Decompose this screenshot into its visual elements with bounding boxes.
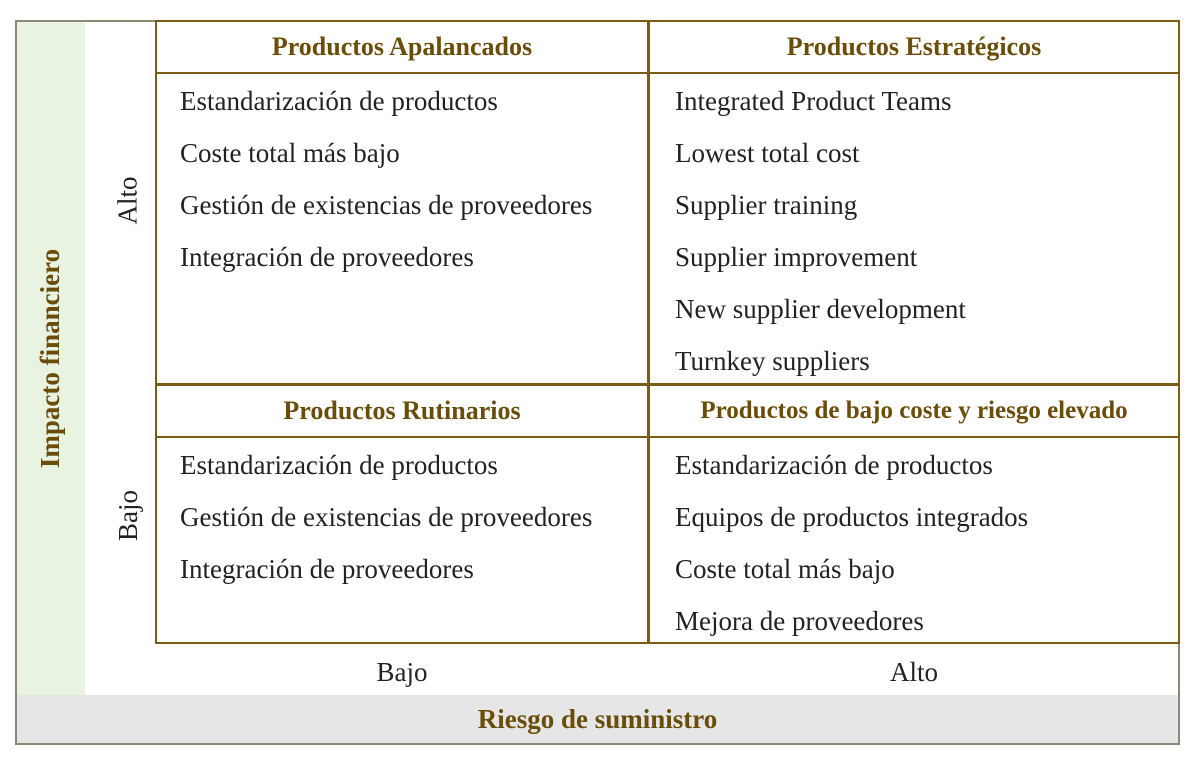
quadrant-header-top-right: Productos Estratégicos <box>786 32 1042 61</box>
x-axis-low-label: Bajo <box>376 657 428 687</box>
x-axis-high-label: Alto <box>889 657 938 687</box>
list-item: Supplier improvement <box>675 242 918 272</box>
quadrant-list-bottom-left <box>180 439 592 595</box>
y-axis-low-label: Bajo <box>112 489 143 541</box>
list-item: New supplier development <box>675 294 966 324</box>
quadrant-header-bottom-right: Productos de bajo coste y riesgo elevado <box>700 397 1128 424</box>
list-item: Lowest total cost <box>675 138 860 168</box>
x-axis-title: Riesgo de suministro <box>477 703 718 734</box>
list-item: Integración de proveedores <box>180 554 474 584</box>
list-item: Coste total más bajo <box>180 138 400 168</box>
list-item: Coste total más bajo <box>675 554 895 584</box>
quadrant-header-bottom-left: Productos Rutinarios <box>283 396 521 425</box>
top-header-underline <box>155 72 1180 74</box>
y-axis-title: Impacto financiero <box>35 248 66 469</box>
quadrant-list-top-right <box>675 75 966 387</box>
list-item: Integrated Product Teams <box>675 86 952 116</box>
list-item: Gestión de existencias de proveedores <box>180 190 593 220</box>
grid-left-line <box>155 20 157 644</box>
list-item: Turnkey suppliers <box>675 346 870 376</box>
quadrant-header-top-left: Productos Apalancados <box>271 32 533 61</box>
center-divider <box>647 20 650 644</box>
quadrant-list-top-left <box>180 75 592 283</box>
list-item: Integración de proveedores <box>180 242 474 272</box>
quadrant-list-bottom-right <box>675 439 1028 647</box>
y-axis-high-label: Alto <box>112 175 143 225</box>
list-item: Supplier training <box>675 190 858 220</box>
grid-right-line <box>1178 20 1180 644</box>
x-axis-band <box>17 695 1178 743</box>
list-item: Mejora de proveedores <box>675 606 924 636</box>
list-item: Estandarización de productos <box>180 86 498 116</box>
list-item: Gestión de existencias de proveedores <box>180 502 593 532</box>
list-item: Estandarización de productos <box>180 450 498 480</box>
list-item: Estandarización de productos <box>675 450 993 480</box>
bottom-header-underline <box>155 436 1180 438</box>
list-item: Equipos de productos integrados <box>675 502 1029 532</box>
